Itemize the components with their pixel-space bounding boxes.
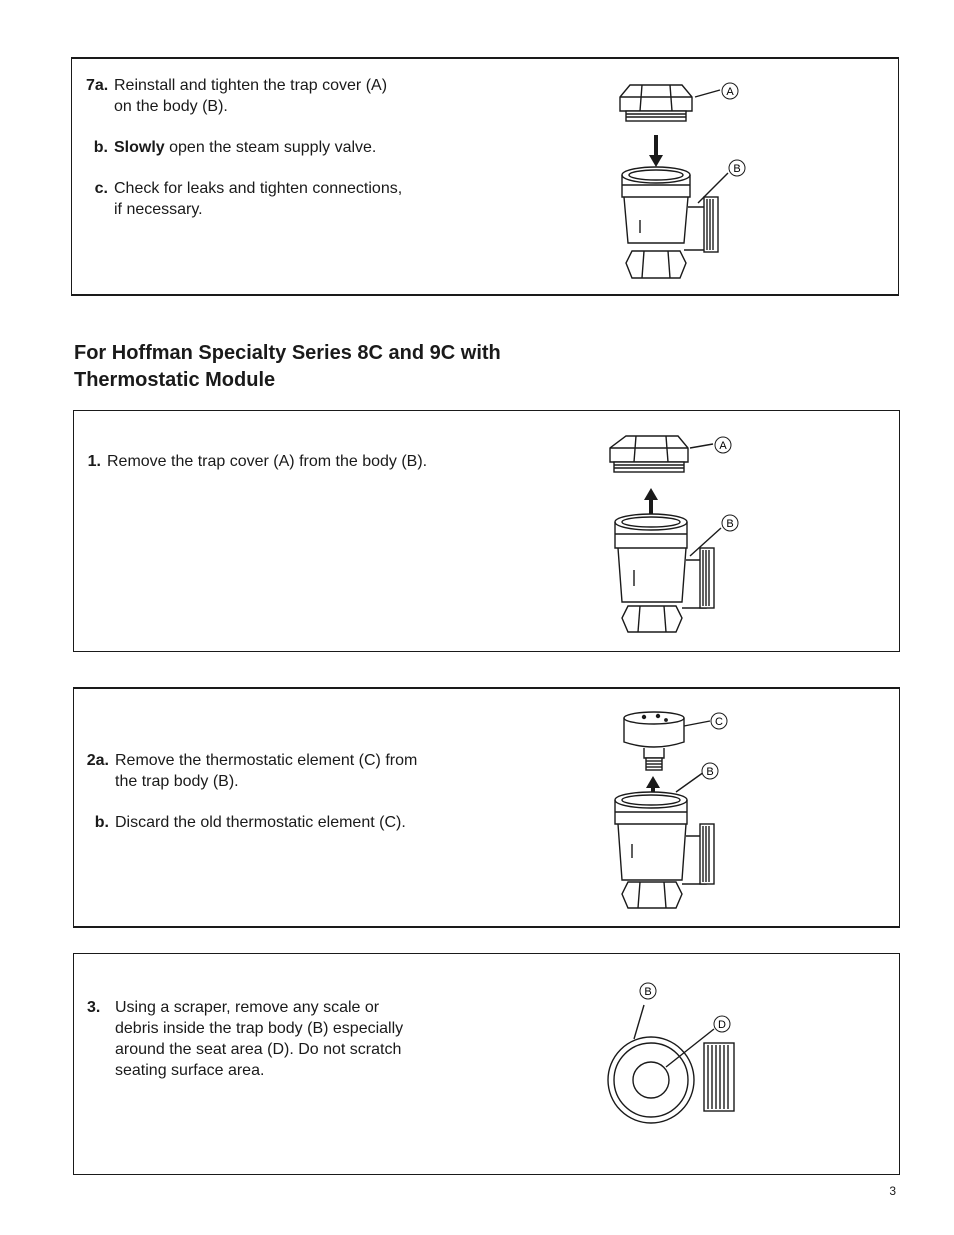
step-7b-label: b.: [93, 139, 108, 156]
callout-a: [720, 82, 740, 102]
callout-b: [727, 159, 747, 179]
step-2b-label: b.: [94, 814, 109, 831]
step-7b-text: Slowly open the steam supply valve.: [114, 139, 377, 156]
step-3-text-line2: debris inside the trap body (B) especially: [115, 1020, 404, 1037]
trap-cover-install-illustration: [600, 75, 760, 285]
svg-text:A: A: [719, 440, 727, 452]
step-1-panel: [73, 410, 900, 652]
svg-text:B: B: [726, 518, 734, 530]
step-3-instructions: [77, 997, 403, 1081]
callout-c: [709, 712, 729, 732]
step-7a-text-cont: on the body (B).: [114, 98, 228, 115]
callout-b: [638, 982, 658, 1002]
thermostatic-element-remove-illustration: [596, 708, 756, 914]
section-heading-line1: For Hoffman Specialty Series 8C and 9C with: [74, 342, 501, 364]
step-7-instructions: [86, 75, 402, 220]
step-3-text-line1: Using a scraper, remove any scale or: [115, 999, 380, 1016]
svg-text:C: C: [715, 716, 723, 728]
step-1-label: 1.: [87, 453, 101, 470]
svg-text:B: B: [706, 766, 714, 778]
trap-cover-remove-illustration: [596, 430, 756, 640]
step-7c-text-cont: if necessary.: [114, 201, 203, 218]
svg-text:A: A: [726, 86, 734, 98]
step-3-text-line3: around the seat area (D). Do not scratch: [115, 1041, 402, 1058]
page-number: 3: [889, 1184, 896, 1198]
step-3-label: 3.: [87, 999, 101, 1016]
step-2b-text: Discard the old thermostatic element (C).: [115, 814, 406, 831]
svg-text:B: B: [733, 163, 741, 175]
svg-text:B: B: [644, 986, 652, 998]
section-heading: [74, 340, 594, 394]
step-2a-text: Remove the thermostatic element (C) from: [115, 752, 418, 769]
svg-text:D: D: [718, 1019, 726, 1031]
section-heading-line2: Thermostatic Module: [74, 369, 276, 391]
callout-b: [720, 514, 740, 534]
step-3-text-line4: seating surface area.: [115, 1062, 265, 1079]
step-2-instructions: [84, 750, 417, 833]
step-1-text: Remove the trap cover (A) from the body (B).: [107, 453, 428, 470]
step-7a-label: 7a.: [86, 77, 109, 94]
step-7c-text: Check for leaks and tighten connections,: [114, 180, 403, 197]
step-7c-label: c.: [94, 180, 108, 197]
step-7a-text: Reinstall and tighten the trap cover (A): [114, 77, 388, 94]
callout-a: [713, 436, 733, 456]
callout-d: [712, 1015, 732, 1035]
step-1-instructions: [76, 451, 427, 472]
callout-b: [700, 762, 720, 782]
step-2a-text-cont: the trap body (B).: [115, 773, 239, 790]
step-2a-label: 2a.: [86, 752, 109, 769]
